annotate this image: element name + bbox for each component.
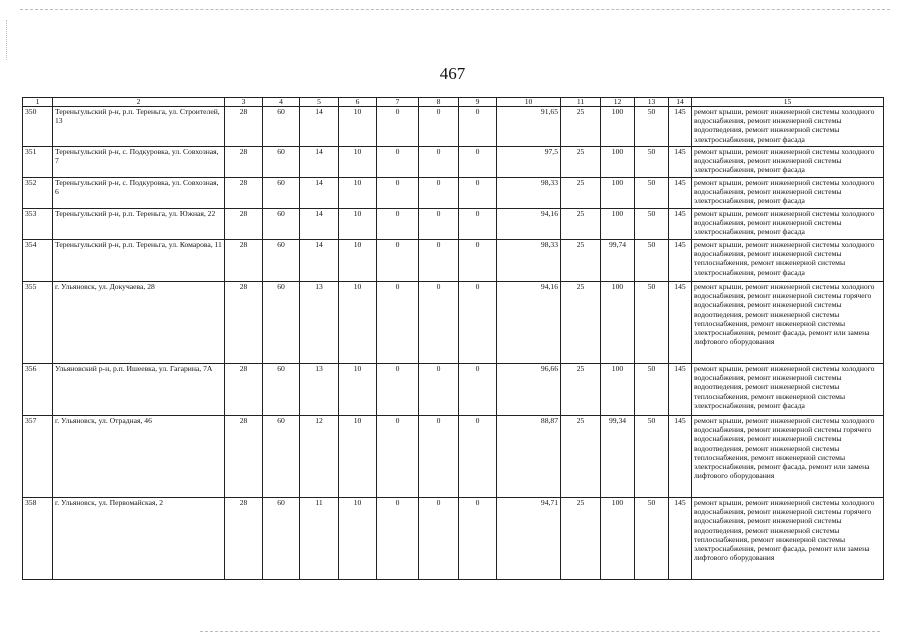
works-list-cell: ремонт крыши, ремонт инженерной системы холодного водоснабжения, ремонт инженерной системы электроснабжения, ремонт фасада: [692, 147, 884, 178]
value-col-12: 100: [601, 498, 635, 580]
address-cell: Тереньгульский р-н, с. Подкуровка, ул. Совхозная, 6: [53, 178, 225, 209]
value-col-11: 25: [561, 364, 601, 416]
value-col-12: 100: [601, 147, 635, 178]
works-list-cell: ремонт крыши, ремонт инженерной системы холодного водоснабжения, ремонт инженерной системы электроснабжения, ремонт фасада: [692, 209, 884, 240]
value-col-7: 0: [377, 416, 419, 498]
value-col-7: 0: [377, 147, 419, 178]
value-col-14: 145: [669, 240, 692, 282]
value-col-7: 0: [377, 209, 419, 240]
value-col-4: 60: [263, 178, 300, 209]
works-list-cell: ремонт крыши, ремонт инженерной системы холодного водоснабжения, ремонт инженерной системы горячего водоснабжения, ремонт инженерной системы водоотведения, ремонт инженерной системы теплоснабжения, ремонт инженерной системы электроснабжения, ремонт фасада, ремонт или замена лифтового оборудования: [692, 282, 884, 364]
value-col-14: 145: [669, 498, 692, 580]
value-col-4: 60: [263, 107, 300, 147]
column-header-12: 12: [601, 98, 635, 107]
value-col-3: 28: [225, 209, 263, 240]
value-col-13: 50: [635, 107, 669, 147]
value-col-11: 25: [561, 282, 601, 364]
value-col-5: 11: [300, 498, 339, 580]
value-col-11: 25: [561, 416, 601, 498]
value-col-8: 0: [419, 364, 459, 416]
value-col-5: 13: [300, 364, 339, 416]
value-col-14: 145: [669, 209, 692, 240]
value-col-10: 94,16: [497, 209, 561, 240]
column-header-13: 13: [635, 98, 669, 107]
value-col-12: 100: [601, 107, 635, 147]
value-col-9: 0: [459, 107, 497, 147]
value-col-8: 0: [419, 209, 459, 240]
value-col-4: 60: [263, 209, 300, 240]
value-col-5: 14: [300, 209, 339, 240]
value-col-13: 50: [635, 209, 669, 240]
address-cell: Ульяновский р-н, р.п. Ишеевка, ул. Гагарина, 7А: [53, 364, 225, 416]
row-number: 356: [23, 364, 53, 416]
value-col-5: 14: [300, 147, 339, 178]
row-number: 355: [23, 282, 53, 364]
value-col-4: 60: [263, 416, 300, 498]
column-header-14: 14: [669, 98, 692, 107]
column-header-9: 9: [459, 98, 497, 107]
column-header-6: 6: [339, 98, 377, 107]
value-col-5: 14: [300, 178, 339, 209]
value-col-11: 25: [561, 178, 601, 209]
address-cell: Тереньгульский р-н, р.п. Тереньга, ул. Южная, 22: [53, 209, 225, 240]
column-header-15: 15: [692, 98, 884, 107]
column-header-7: 7: [377, 98, 419, 107]
value-col-13: 50: [635, 282, 669, 364]
works-list-cell: ремонт крыши, ремонт инженерной системы холодного водоснабжения, ремонт инженерной системы теплоснабжения, ремонт инженерной системы электроснабжения, ремонт фасада: [692, 240, 884, 282]
value-col-13: 50: [635, 178, 669, 209]
value-col-12: 100: [601, 364, 635, 416]
address-cell: Тереньгульский р-н, с. Подкуровка, ул. Совхозная, 7: [53, 147, 225, 178]
value-col-8: 0: [419, 416, 459, 498]
value-col-7: 0: [377, 107, 419, 147]
value-col-12: 99,34: [601, 416, 635, 498]
value-col-10: 91,65: [497, 107, 561, 147]
value-col-6: 10: [339, 282, 377, 364]
value-col-10: 96,66: [497, 364, 561, 416]
column-header-4: 4: [263, 98, 300, 107]
value-col-13: 50: [635, 364, 669, 416]
works-list-cell: ремонт крыши, ремонт инженерной системы холодного водоснабжения, ремонт инженерной системы водоотведения, ремонт инженерной системы теплоснабжения, ремонт инженерной системы электроснабжения, ремонт фасада: [692, 364, 884, 416]
scan-artifact-top: [20, 9, 890, 10]
works-list-cell: ремонт крыши, ремонт инженерной системы холодного водоснабжения, ремонт инженерной системы водоотведения, ремонт инженерной системы электроснабжения, ремонт фасада: [692, 107, 884, 147]
column-header-2: 2: [53, 98, 225, 107]
value-col-5: 13: [300, 282, 339, 364]
value-col-9: 0: [459, 240, 497, 282]
value-col-11: 25: [561, 209, 601, 240]
value-col-12: 100: [601, 178, 635, 209]
row-number: 351: [23, 147, 53, 178]
value-col-8: 0: [419, 107, 459, 147]
header-row: [23, 98, 884, 107]
value-col-9: 0: [459, 209, 497, 240]
value-col-11: 25: [561, 240, 601, 282]
column-header-5: 5: [300, 98, 339, 107]
column-header-1: 1: [23, 98, 53, 107]
value-col-8: 0: [419, 147, 459, 178]
repair-register-table: [22, 97, 884, 580]
value-col-13: 50: [635, 240, 669, 282]
value-col-10: 94,71: [497, 498, 561, 580]
value-col-4: 60: [263, 282, 300, 364]
value-col-3: 28: [225, 147, 263, 178]
address-cell: Тереньгульский р-н, р.п. Тереньга, ул. Комарова, 11: [53, 240, 225, 282]
value-col-14: 145: [669, 178, 692, 209]
value-col-12: 100: [601, 282, 635, 364]
row-number: 352: [23, 178, 53, 209]
value-col-8: 0: [419, 178, 459, 209]
value-col-14: 145: [669, 282, 692, 364]
value-col-6: 10: [339, 209, 377, 240]
value-col-8: 0: [419, 282, 459, 364]
page-number: 467: [439, 64, 466, 83]
value-col-12: 100: [601, 209, 635, 240]
value-col-7: 0: [377, 364, 419, 416]
table-row: [23, 107, 884, 147]
value-col-3: 28: [225, 416, 263, 498]
value-col-11: 25: [561, 498, 601, 580]
scan-artifact-bottom: [200, 631, 880, 632]
column-header-10: 10: [497, 98, 561, 107]
value-col-9: 0: [459, 147, 497, 178]
value-col-14: 145: [669, 364, 692, 416]
table-row: [23, 209, 884, 240]
works-list-cell: ремонт крыши, ремонт инженерной системы холодного водоснабжения, ремонт инженерной системы горячего водоснабжения, ремонт инженерной системы водоотведения, ремонт инженерной системы теплоснабжения, ремонт инженерной системы электроснабжения, ремонт фасада, ремонт или замена лифтового оборудования: [692, 498, 884, 580]
value-col-3: 28: [225, 107, 263, 147]
value-col-10: 98,33: [497, 178, 561, 209]
value-col-5: 14: [300, 107, 339, 147]
value-col-9: 0: [459, 416, 497, 498]
value-col-13: 50: [635, 147, 669, 178]
value-col-8: 0: [419, 498, 459, 580]
address-cell: Тереньгульский р-н, р.п. Тереньга, ул. Строителей, 13: [53, 107, 225, 147]
value-col-11: 25: [561, 107, 601, 147]
works-list-cell: ремонт крыши, ремонт инженерной системы холодного водоснабжения, ремонт инженерной системы электроснабжения, ремонт фасада: [692, 178, 884, 209]
value-col-3: 28: [225, 282, 263, 364]
value-col-9: 0: [459, 178, 497, 209]
value-col-4: 60: [263, 147, 300, 178]
scan-artifact-left: [6, 20, 7, 60]
value-col-10: 98,33: [497, 240, 561, 282]
value-col-9: 0: [459, 498, 497, 580]
value-col-13: 50: [635, 416, 669, 498]
value-col-5: 12: [300, 416, 339, 498]
value-col-9: 0: [459, 364, 497, 416]
table-row: [23, 240, 884, 282]
value-col-6: 10: [339, 498, 377, 580]
value-col-3: 28: [225, 364, 263, 416]
value-col-12: 99,74: [601, 240, 635, 282]
value-col-14: 145: [669, 416, 692, 498]
value-col-4: 60: [263, 498, 300, 580]
value-col-10: 88,87: [497, 416, 561, 498]
value-col-6: 10: [339, 364, 377, 416]
value-col-6: 10: [339, 147, 377, 178]
value-col-9: 0: [459, 282, 497, 364]
value-col-5: 14: [300, 240, 339, 282]
value-col-13: 50: [635, 498, 669, 580]
table-row: [23, 282, 884, 364]
value-col-3: 28: [225, 240, 263, 282]
value-col-3: 28: [225, 178, 263, 209]
value-col-11: 25: [561, 147, 601, 178]
value-col-3: 28: [225, 498, 263, 580]
row-number: 357: [23, 416, 53, 498]
row-number: 358: [23, 498, 53, 580]
column-header-11: 11: [561, 98, 601, 107]
column-header-3: 3: [225, 98, 263, 107]
value-col-10: 97,5: [497, 147, 561, 178]
column-header-8: 8: [419, 98, 459, 107]
address-cell: г. Ульяновск, ул. Первомайская, 2: [53, 498, 225, 580]
row-number: 353: [23, 209, 53, 240]
address-cell: г. Ульяновск, ул. Отрадная, 46: [53, 416, 225, 498]
value-col-7: 0: [377, 178, 419, 209]
row-number: 350: [23, 107, 53, 147]
value-col-14: 145: [669, 147, 692, 178]
table-row: [23, 364, 884, 416]
value-col-6: 10: [339, 178, 377, 209]
value-col-7: 0: [377, 498, 419, 580]
works-list-cell: ремонт крыши, ремонт инженерной системы холодного водоснабжения, ремонт инженерной системы горячего водоснабжения, ремонт инженерной системы водоотведения, ремонт инженерной системы теплоснабжения, ремонт инженерной системы электроснабжения, ремонт фасада, ремонт или замена лифтового оборудования: [692, 416, 884, 498]
table-row: [23, 498, 884, 580]
address-cell: г. Ульяновск, ул. Докучаева, 28: [53, 282, 225, 364]
value-col-14: 145: [669, 107, 692, 147]
value-col-4: 60: [263, 240, 300, 282]
value-col-10: 94,16: [497, 282, 561, 364]
value-col-6: 10: [339, 240, 377, 282]
value-col-7: 0: [377, 240, 419, 282]
row-number: 354: [23, 240, 53, 282]
table-row: [23, 147, 884, 178]
value-col-6: 10: [339, 416, 377, 498]
value-col-6: 10: [339, 107, 377, 147]
value-col-7: 0: [377, 282, 419, 364]
table-row: [23, 416, 884, 498]
value-col-8: 0: [419, 240, 459, 282]
table-row: [23, 178, 884, 209]
value-col-4: 60: [263, 364, 300, 416]
